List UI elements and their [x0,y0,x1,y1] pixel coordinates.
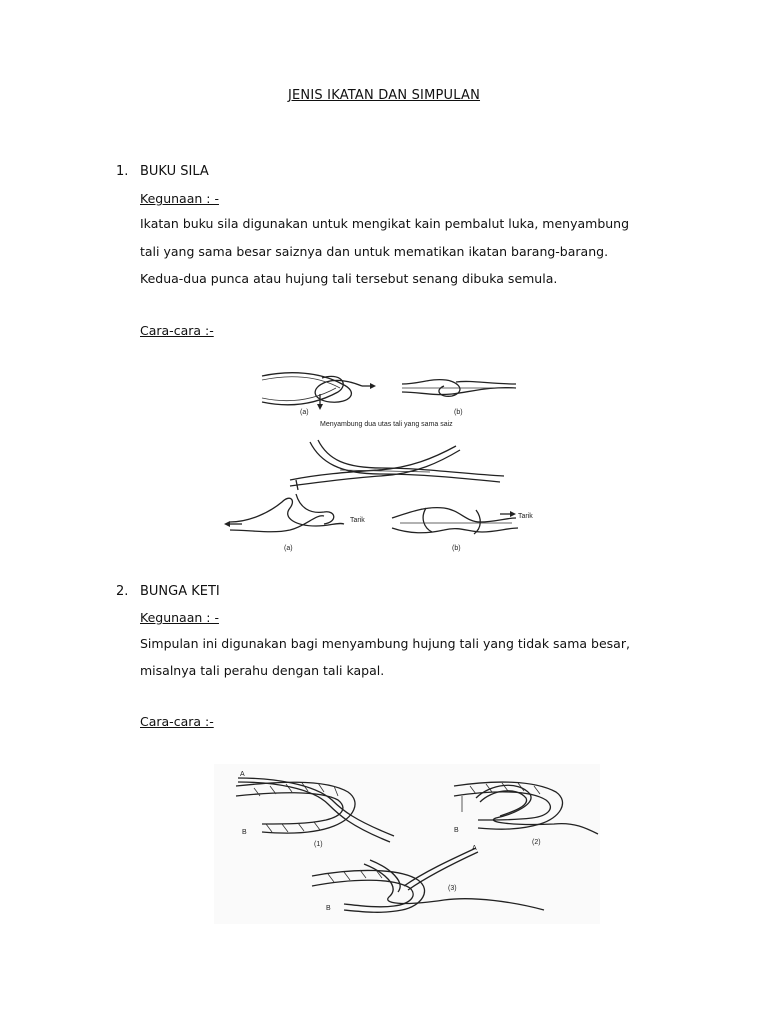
tighten-label-b: (b) [452,545,461,552]
sheet-bend-illustration [214,764,600,924]
crossing-ropes-drawing [290,440,504,486]
section-1-line-2: tali yang sama besar saiznya dan untuk mematikan ikatan barang-barang. [140,244,609,259]
section-2-number: 2. [116,584,129,599]
rope-label-b-step-2: B [454,827,459,834]
knot-step-a-drawing [262,373,376,410]
tarik-label-left: Tarik [350,517,365,524]
section-2-heading [116,584,220,599]
section-1-line-1: Ikatan buku sila digunakan untuk mengikat kain pembalut luka, menyambung [140,216,630,231]
section-2-cara-label: Cara-cara :- [140,714,214,729]
knot-step-b-drawing [402,380,516,397]
section-1-line-3: Kedua-dua punca atau hujung tali tersebut senang dibuka semula. [140,271,558,286]
tighten-step-b-drawing [392,508,518,534]
knot-label-a: (a) [300,409,309,416]
section-2-kegunaan-label: Kegunaan : - [140,610,219,625]
tighten-step-a-drawing [224,480,344,532]
step-label-2: (2) [532,839,541,846]
rope-label-b-step-1: B [242,829,247,836]
section-2-line-2: misalnya tali perahu dengan tali kapal. [140,663,385,678]
section-2-line-1: Simpulan ini digunakan bagi menyambung hujung tali yang tidak sama besar, [140,636,630,651]
page-title: JENIS IKATAN DAN SIMPULAN [287,88,481,103]
knot-label-b: (b) [454,409,463,416]
rope-label-a-step-3: A [472,845,477,852]
section-1-title: BUKU SILA [140,164,209,179]
section-2-title: BUNGA KETI [140,584,220,599]
section-1-heading [116,164,209,179]
tighten-label-a: (a) [284,545,293,552]
reef-knot-caption: Menyambung dua utas tali yang sama saiz [320,421,453,428]
section-1-kegunaan-label: Kegunaan : - [140,191,219,206]
tarik-label-right: Tarik [518,513,533,520]
section-1-number: 1. [116,164,129,179]
reef-knot-illustration [220,362,540,554]
rope-label-b-step-3: B [326,905,331,912]
section-1-cara-label: Cara-cara :- [140,323,214,338]
step-label-1: (1) [314,841,323,848]
step-label-3: (3) [448,885,457,892]
rope-label-a-step-1: A [240,771,245,778]
